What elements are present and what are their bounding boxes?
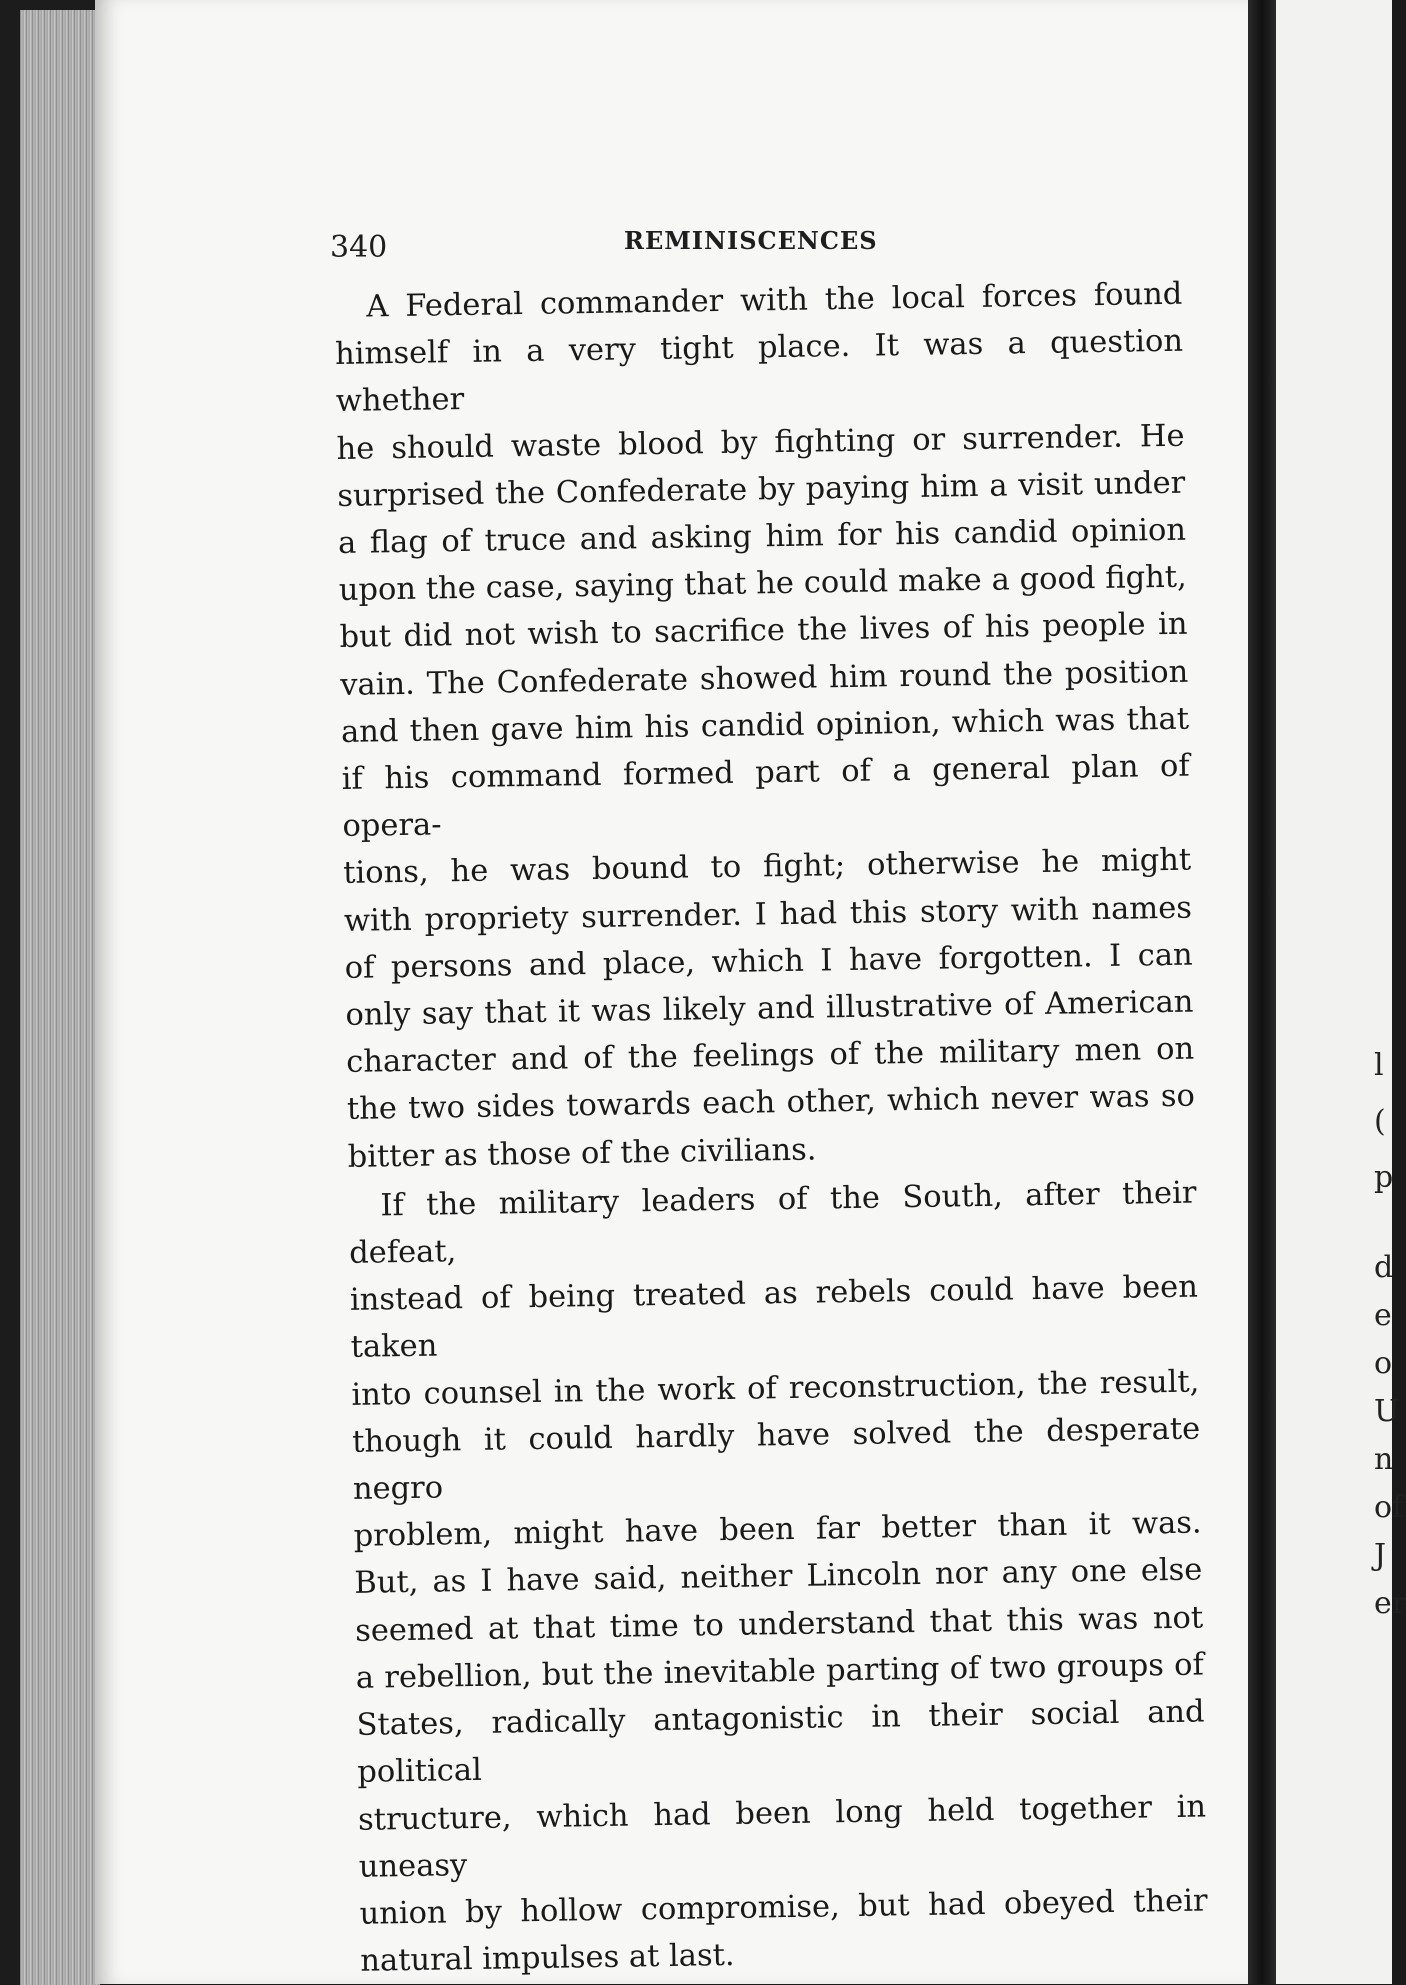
text-line: character and of the feelings of the military men on xyxy=(345,1031,1195,1081)
text-line: but did not wish to sacrifice the lives of his people in xyxy=(339,607,1188,656)
page-header xyxy=(330,222,1180,265)
text-line: structure, which had been long held together in uneasy xyxy=(357,1788,1207,1885)
text-line: vain. The Confederate showed him round the position xyxy=(340,654,1189,703)
facing-page xyxy=(1276,0,1392,1984)
text-line: he should waste blood by fighting or surrender. He xyxy=(336,418,1185,467)
text-line: and then gave him his candid opinion, which was that xyxy=(340,701,1190,750)
paragraph-2 xyxy=(348,1169,1208,1985)
text-line: States, radically antagonistic in their social and political xyxy=(356,1694,1205,1791)
facing-page-fragment: l xyxy=(1374,1048,1384,1083)
facing-page-fragment: J xyxy=(1374,1538,1387,1573)
text-line: tions, he was bound to fight; otherwise he might xyxy=(342,843,1192,892)
body-text xyxy=(334,271,1209,1985)
text-line: union by hollow compromise, but had obeyed their xyxy=(359,1883,1208,1932)
text-line: upon the case, saying that he could make a good fight, xyxy=(338,559,1187,609)
text-line: into counsel in the work of reconstruction, the result, xyxy=(351,1364,1200,1413)
facing-page-fragment: p xyxy=(1374,1160,1394,1195)
text-line: only say that it was likely and illustrative of American xyxy=(345,984,1194,1033)
facing-page-fragment: e xyxy=(1374,1298,1392,1333)
book-gutter xyxy=(1248,0,1276,1984)
facing-page-fragment: ( xyxy=(1374,1104,1386,1139)
facing-page-fragment: n xyxy=(1374,1442,1394,1477)
facing-page-fragment: d xyxy=(1374,1250,1394,1285)
text-line: himself in a very tight place. It was a question whether xyxy=(334,323,1184,420)
text-line: seemed at that time to understand that this was not xyxy=(354,1600,1204,1649)
facing-page-fragment: er xyxy=(1374,1586,1406,1621)
paragraph-1 xyxy=(334,271,1196,1181)
text-line: the two sides towards each other, which never was so xyxy=(346,1079,1196,1128)
text-line: if his command formed part of a general plan of opera- xyxy=(341,748,1190,845)
text-line: If the military leaders of the South, after their defeat, xyxy=(348,1175,1197,1271)
text-line: with propriety surrender. I had this story with names xyxy=(343,890,1193,939)
text-line: instead of being treated as rebels could have been taken xyxy=(349,1269,1199,1366)
text-line: But, as I have said, neither Lincoln nor any one else xyxy=(354,1553,1203,1602)
text-line: A Federal commander with the local forces found xyxy=(366,276,1183,325)
running-head: REMINISCENCES xyxy=(624,226,878,255)
text-line: a rebellion, but the inevitable parting of two groups of xyxy=(355,1647,1205,1696)
text-line: of persons and place, which I have forgotten. I can xyxy=(344,937,1193,986)
facing-page-fragment: o xyxy=(1374,1346,1393,1381)
text-line: surprised the Confederate by paying him a visit under xyxy=(337,465,1186,514)
text-line: problem, might have been far better than it was. xyxy=(353,1505,1202,1555)
text-line: a flag of truce and asking him for his candid opinion xyxy=(337,512,1187,561)
page-number: 340 xyxy=(330,230,388,265)
facing-page-fragment: of xyxy=(1374,1490,1404,1525)
facing-page-fragment: U xyxy=(1374,1394,1400,1429)
text-line: natural impulses at last. xyxy=(360,1938,735,1979)
page-block-edges xyxy=(20,10,100,1985)
text-line: bitter as those of the civilians. xyxy=(347,1132,817,1175)
text-line: though it could hardly have solved the desperate negro xyxy=(351,1411,1201,1507)
